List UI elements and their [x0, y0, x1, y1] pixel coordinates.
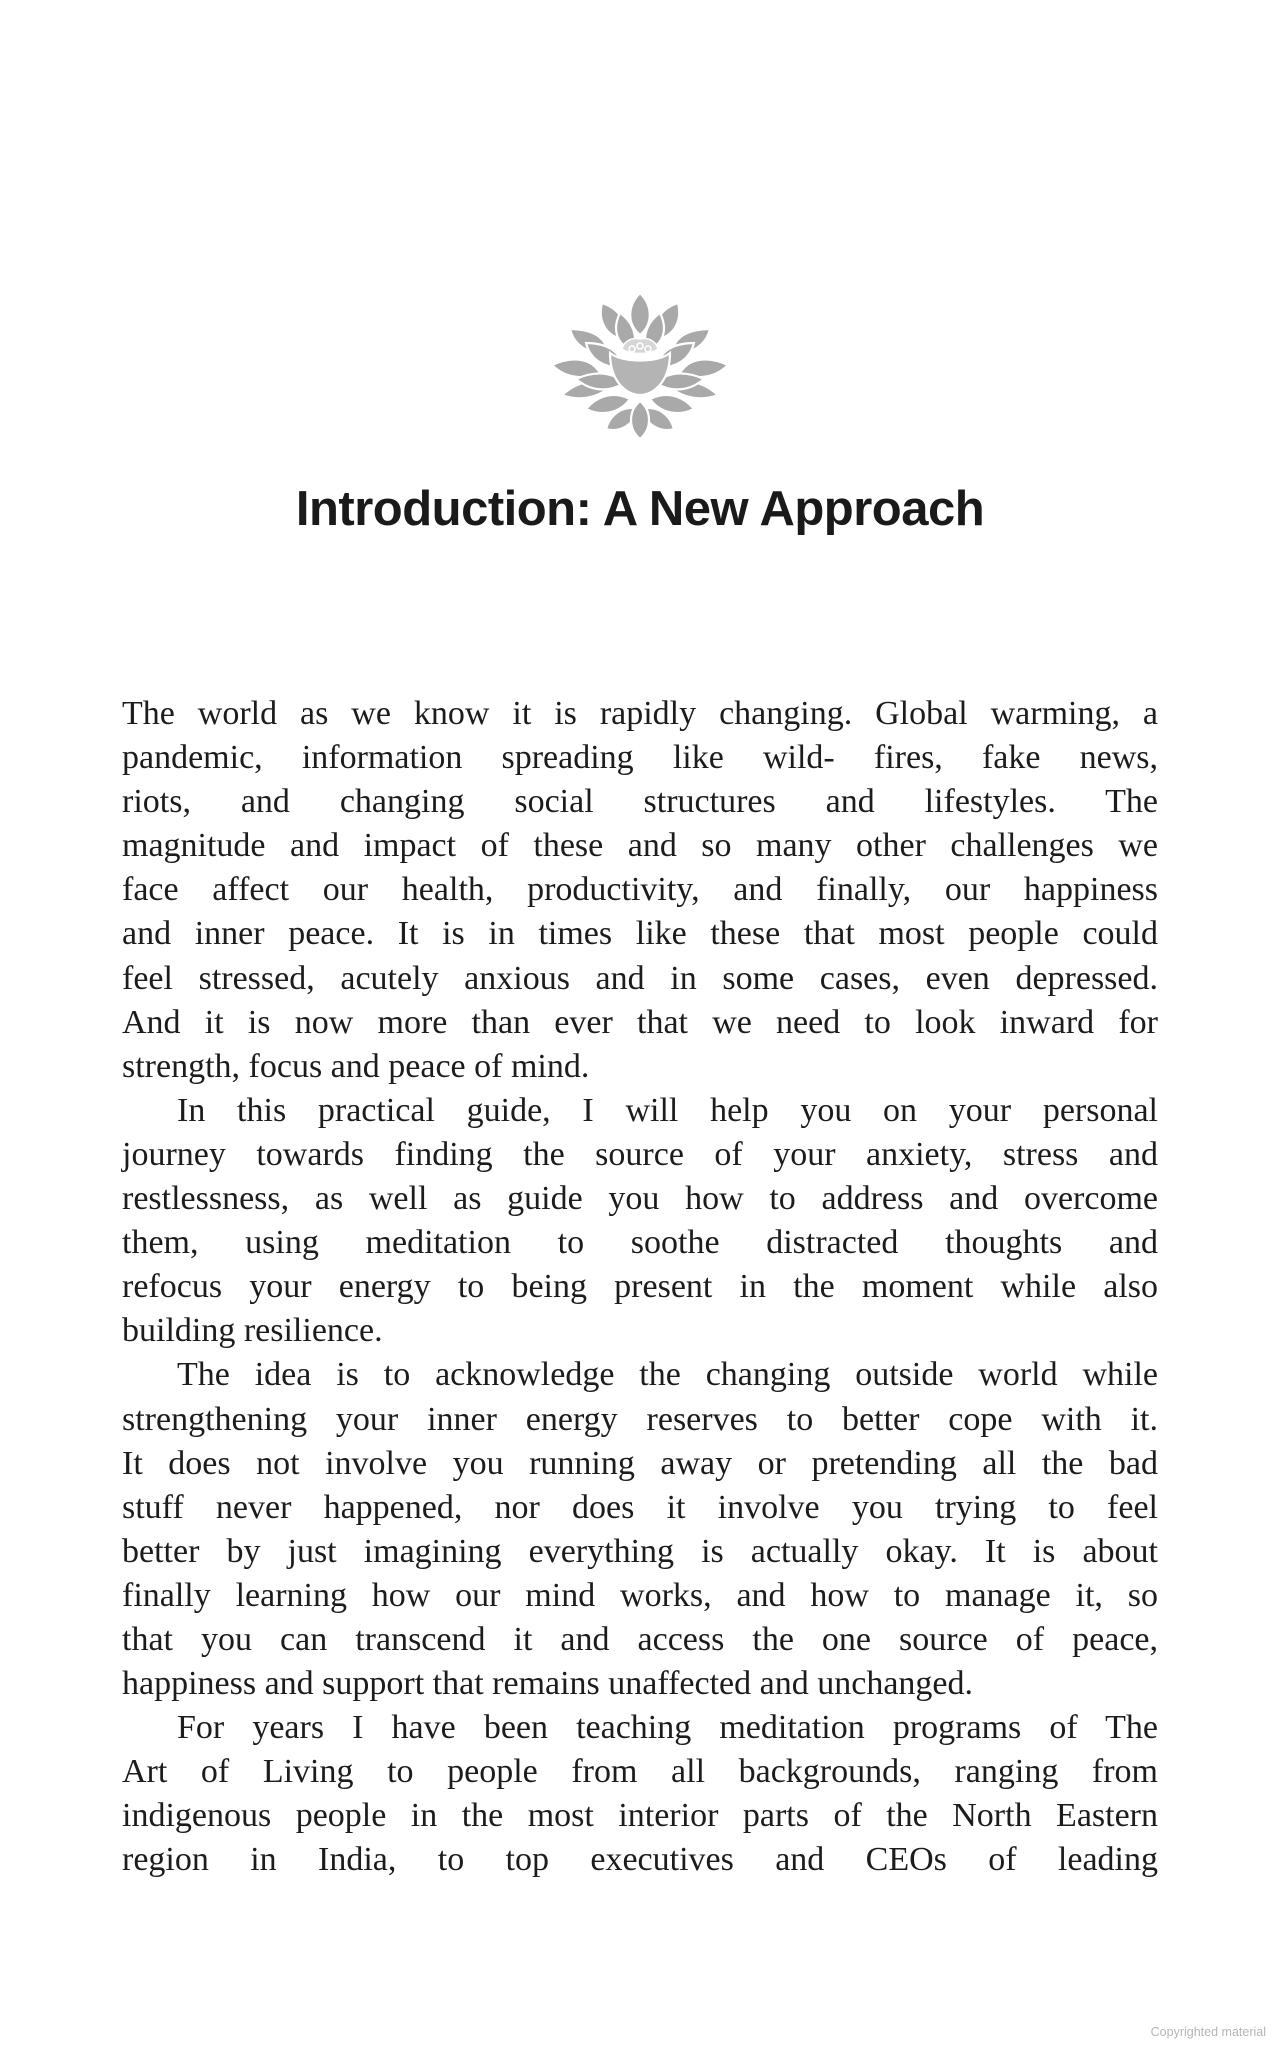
text-line: In this practical guide, I will help you on your personal [177, 1091, 1158, 1129]
copyright-watermark: Copyrighted material [1150, 2025, 1266, 2039]
text-line: feel stressed, acutely anxious and in some cases, even depressed. [122, 959, 1158, 997]
text-line: riots, and changing social structures and lifestyles. The [122, 783, 1158, 821]
text-line: finally learning how our mind works, and how to manage it, so [122, 1576, 1158, 1614]
text-line: strength, focus and peace of mind. [122, 1047, 590, 1085]
paragraph-1 [122, 692, 1158, 1089]
text-line: and inner peace. It is in times like these that most people could [122, 915, 1158, 953]
text-line: them, using meditation to soothe distracted thoughts and [122, 1224, 1158, 1262]
text-line: strengthening your inner energy reserves to better cope with it. [122, 1400, 1158, 1438]
paragraph-3 [122, 1353, 1158, 1706]
text-line: face affect our health, productivity, and finally, our happiness [122, 871, 1158, 909]
text-line: magnitude and impact of these and so many other challenges we [122, 827, 1158, 865]
text-line: The idea is to acknowledge the changing outside world while [177, 1356, 1158, 1394]
paragraph-4 [122, 1706, 1158, 1882]
text-line: And it is now more than ever that we need to look inward for [122, 1003, 1158, 1041]
text-line: region in India, to top executives and CEOs of leading [122, 1841, 1158, 1879]
text-line: stuff never happened, nor does it involve you trying to feel [122, 1488, 1158, 1526]
text-line: Art of Living to people from all backgrounds, ranging from [122, 1753, 1158, 1791]
paragraph-2 [122, 1089, 1158, 1354]
text-line: It does not involve you running away or pretending all the bad [122, 1444, 1158, 1482]
text-line: better by just imagining everything is actually okay. It is about [122, 1532, 1158, 1570]
text-line: happiness and support that remains unaffected and unchanged. [122, 1665, 973, 1703]
text-line: The world as we know it is rapidly changing. Global warming, a [122, 695, 1158, 732]
text-line: restlessness, as well as guide you how to address and overcome [122, 1180, 1158, 1218]
lotus-flower-icon [540, 283, 740, 443]
text-line: refocus your energy to being present in the moment while also [122, 1268, 1158, 1306]
text-line: building resilience. [122, 1312, 383, 1350]
text-line: journey towards finding the source of your anxiety, stress and [122, 1135, 1158, 1173]
chapter-body [122, 692, 1158, 1883]
text-line: For years I have been teaching meditation programs of The [177, 1709, 1158, 1747]
text-line: indigenous people in the most interior parts of the North Eastern [122, 1797, 1158, 1835]
text-line: pandemic, information spreading like wild- fires, fake news, [122, 739, 1158, 777]
chapter-title: Introduction: A New Approach [295, 482, 985, 536]
text-line: that you can transcend it and access the one source of peace, [122, 1620, 1158, 1658]
